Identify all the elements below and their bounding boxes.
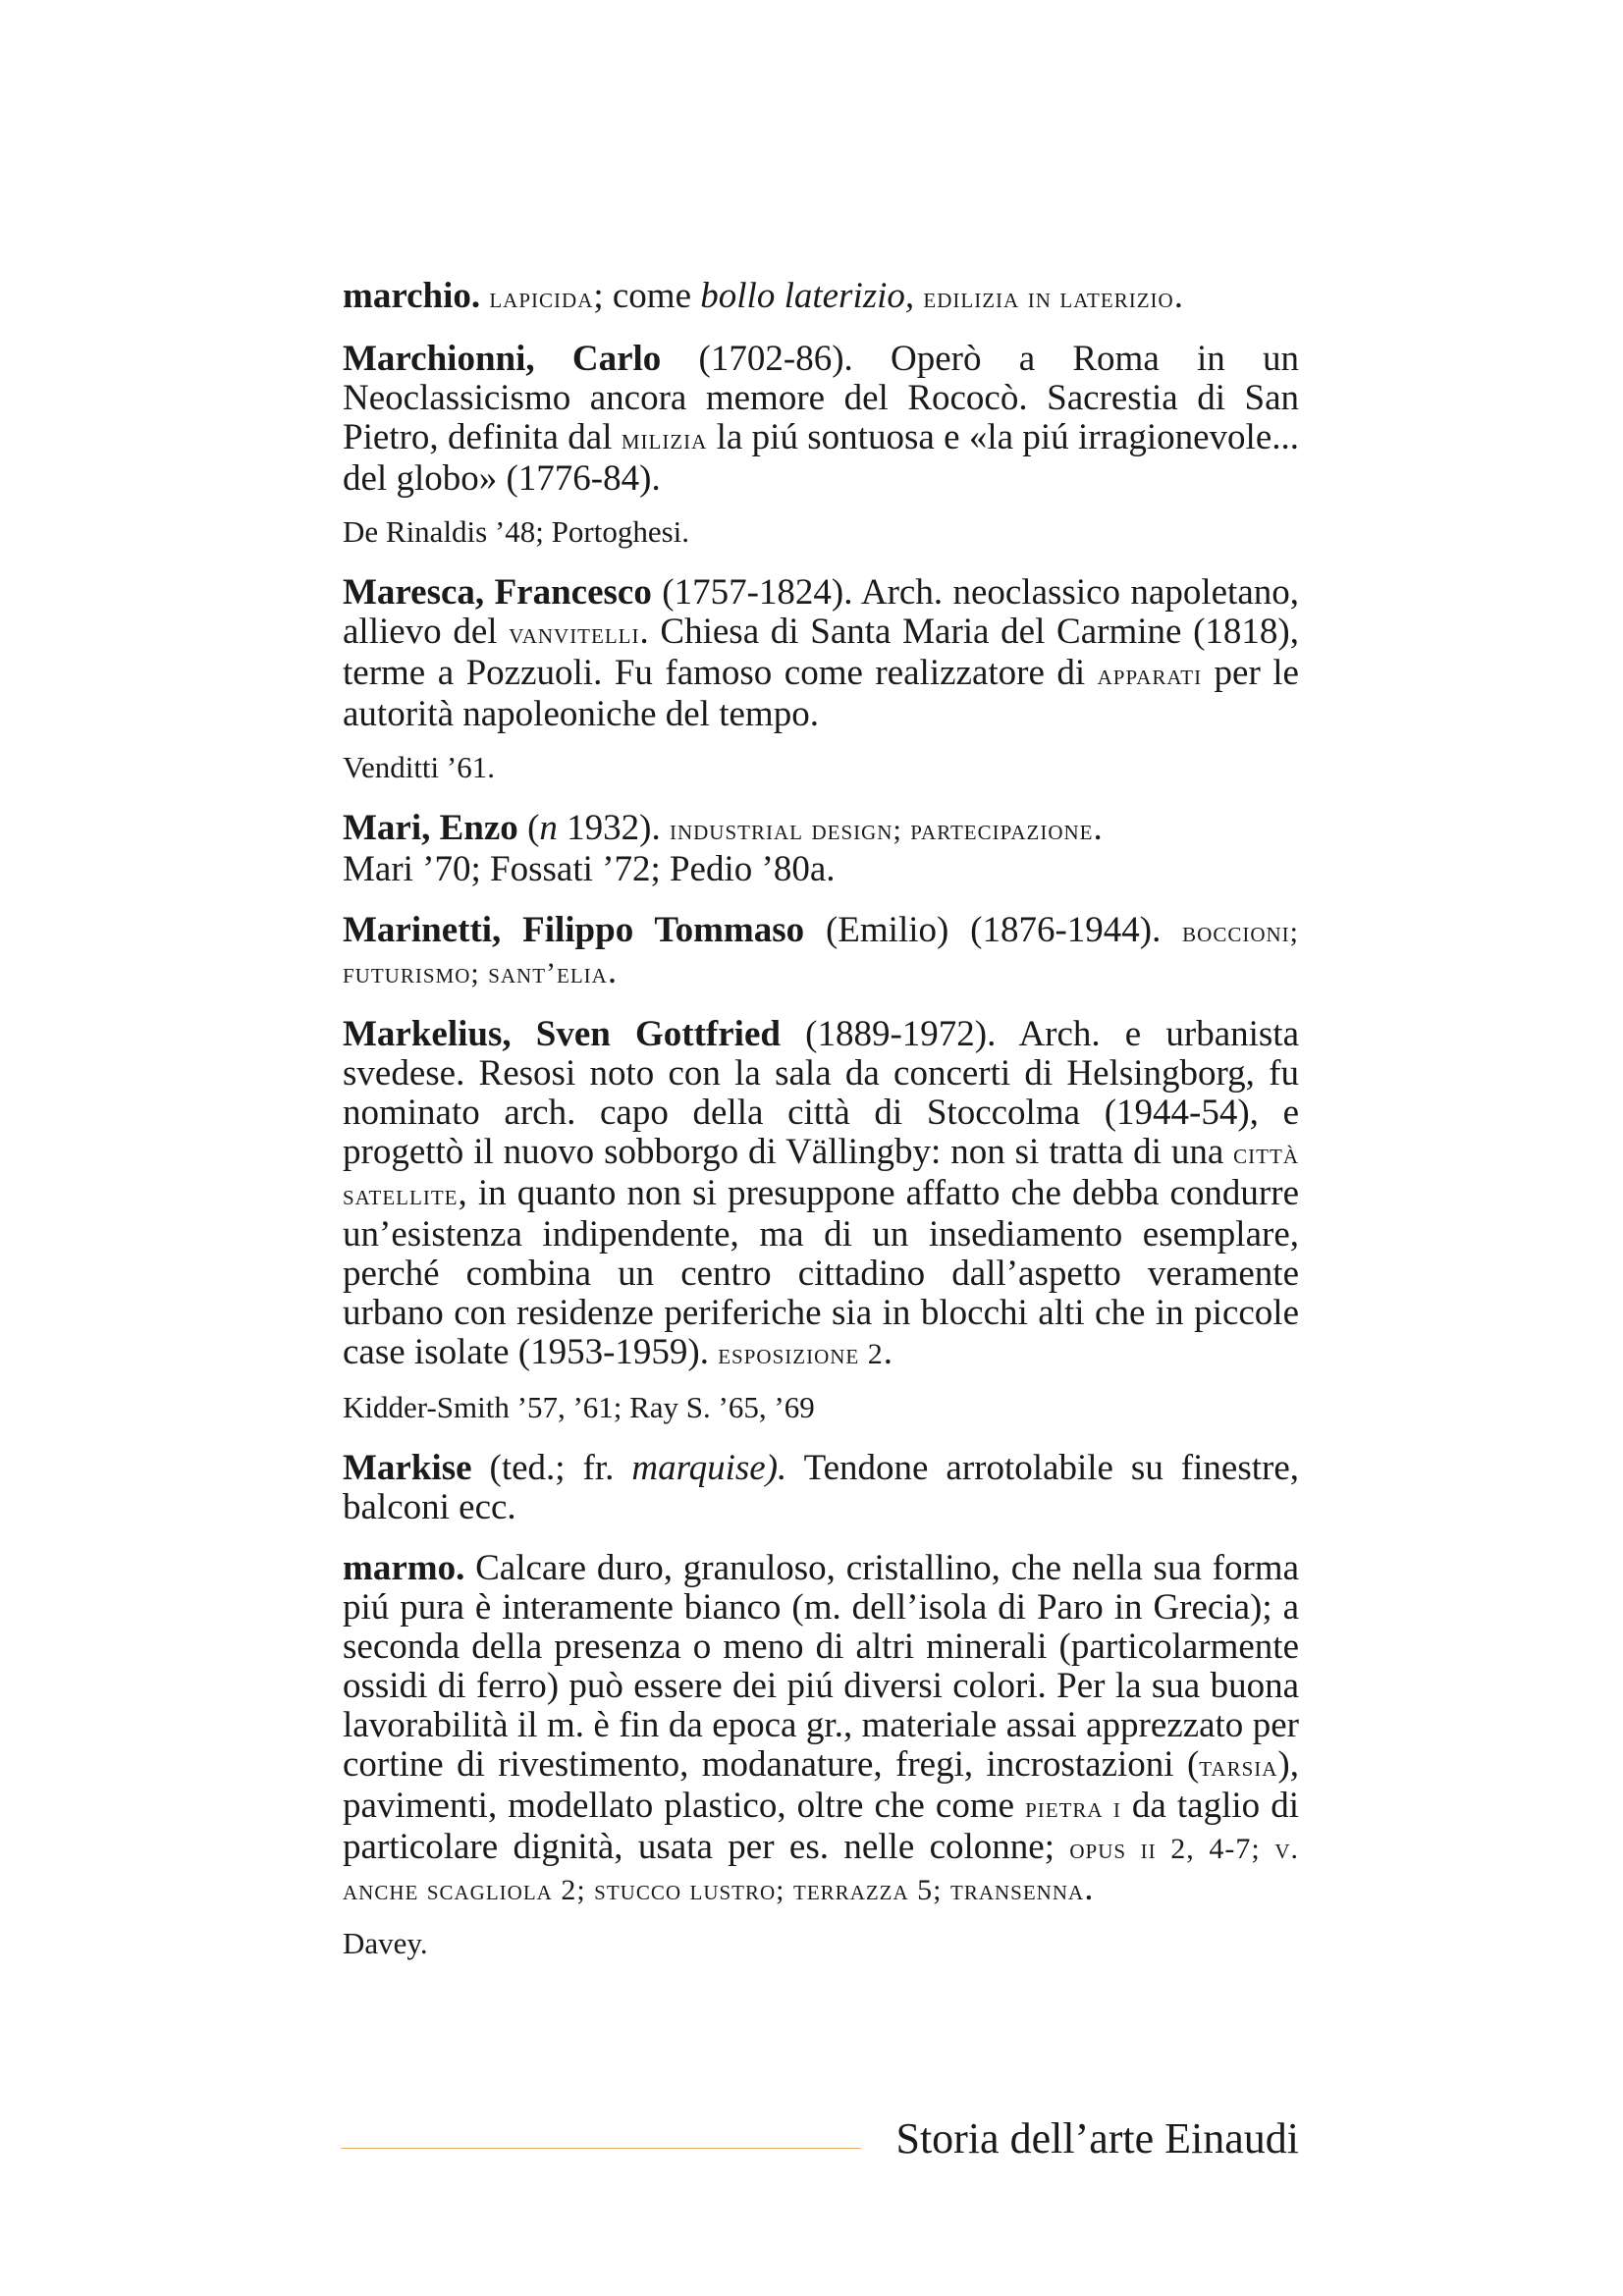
bibliography: Venditti ’61. — [343, 750, 495, 784]
entry-text: Tendone arrotolabile su finestre, balconi ecc. — [343, 1448, 1299, 1527]
entry-maresca — [343, 573, 1299, 787]
entry-text: . Chiesa di Santa Maria del Carmine (1818), terme a Pozzuoli. Fu famoso come realizzatore di — [343, 612, 1299, 693]
entry-text: . — [607, 951, 618, 991]
entry-headword: Mari, Enzo — [343, 808, 518, 848]
entry-text: per le autorità napoleoniche del tempo. — [343, 653, 1299, 734]
bibliography: Davey. — [343, 1926, 428, 1960]
dictionary-entries — [343, 277, 1299, 1985]
entry-headword: Maresca, Francesco — [343, 572, 652, 613]
entry-markelius — [343, 1015, 1299, 1427]
cross-reference[interactable]: lapicida — [489, 282, 594, 314]
entry-marinetti — [343, 911, 1299, 993]
entry-headword: Markise — [343, 1448, 472, 1488]
cross-reference[interactable]: industrial design; partecipazione — [669, 814, 1094, 846]
entry-text: ), pavimenti, modellato plastico, oltre che come — [343, 1744, 1299, 1826]
entry-text: (ted.; fr. — [471, 1448, 632, 1488]
entry-text: . — [1093, 808, 1103, 848]
entry-text: (1889-1972). Arch. e urbanista svedese. Resosi noto con la sala da concerti di Helsingborg, fu nominato arch. capo della città di Stoccolma (1944-54), e progettò il nuovo sobborgo di Vällingby: non si tratta di una — [343, 1014, 1300, 1172]
entry-text: la piú sontuosa e «la piú irragionevole... del globo» (1776-84). — [343, 417, 1299, 499]
entry-text-italic: bollo laterizio, — [700, 276, 915, 316]
cross-reference[interactable]: pietra i — [1025, 1791, 1121, 1824]
cross-reference[interactable]: boccioni; futurismo; sant’elia — [343, 916, 1299, 989]
cross-reference[interactable]: apparati — [1097, 659, 1203, 691]
entry-text: . — [1173, 276, 1183, 316]
footer-rule — [341, 2148, 861, 2149]
entry-marchionni — [343, 340, 1299, 552]
entry-text: ; come — [593, 276, 701, 316]
entry-headword: Markelius, Sven Gottfried — [343, 1014, 781, 1054]
entry-headword: marmo. — [343, 1548, 465, 1588]
entry-text: (1757-1824). Arch. neoclassico napoletano, allievo del — [343, 572, 1300, 652]
entry-text-italic: marquise). — [631, 1448, 787, 1488]
entry-headword: Marchionni, Carlo — [343, 339, 662, 379]
cross-reference[interactable]: tarsia — [1199, 1750, 1278, 1783]
entry-text: da taglio di particolare dignità, usata per es. nelle colonne; — [343, 1786, 1299, 1867]
entry-text: (Emilio) (1876-1944). — [804, 910, 1183, 950]
publisher-name: Storia dell’arte Einaudi — [895, 2114, 1299, 2163]
entry-text: . — [883, 1332, 893, 1372]
entry-text: (1702-86). Operò a Roma in un Neoclassicismo ancora memore del Rococò. Sacrestia di San Pietro, definita dal — [343, 339, 1299, 457]
cross-reference[interactable]: edilizia in laterizio — [923, 282, 1174, 314]
entry-text: , in quanto non si presuppone affatto che debba condurre un’esistenza indipendente, ma di un insediamento esemplare, perché combina un centro cittadino dall’aspetto veramente urbano con residenze periferiche sia in blocchi alti che in piccole case isolate (1953-1959). — [343, 1173, 1299, 1372]
entry-mari — [343, 809, 1299, 889]
entry-markise — [343, 1449, 1299, 1527]
entry-marmo — [343, 1549, 1299, 1963]
bibliography: Mari ’70; Fossati ’72; Pedio ’80a. — [343, 849, 836, 889]
cross-reference[interactable]: milizia — [621, 423, 708, 455]
cross-reference[interactable]: opus ii 2, 4-7; v. anche scagliola 2; stucco lustro; terrazza 5; transenna — [343, 1833, 1299, 1906]
bibliography: Kidder-Smith ’57, ’61; Ray S. ’65, ’69 — [343, 1390, 815, 1424]
bibliography: De Rinaldis ’48; Portoghesi. — [343, 514, 690, 549]
cross-reference[interactable]: città satellite — [343, 1138, 1299, 1211]
entry-text: Calcare duro, granuloso, cristallino, che nella sua forma piú pura è interamente bianco (m. dell’isola di Paro in Grecia); a seconda della presenza o meno di altri minerali (particolarmente ossidi di ferro) può essere dei piú diversi colori. Per la sua buona lavorabilità il m. è fin da epoca gr., materiale assai apprezzato per cortine di rivestimento, modanature, fregi, incrostazioni ( — [343, 1548, 1299, 1785]
entry-headword: marchio. — [343, 276, 481, 316]
entry-text-italic: n — [539, 808, 558, 848]
entry-text: . — [1084, 1868, 1094, 1908]
cross-reference[interactable]: vanvitelli — [509, 617, 640, 650]
entry-headword: Marinetti, Filippo Tommaso — [343, 910, 805, 950]
page-footer — [341, 2110, 1299, 2169]
entry-marchio — [343, 277, 1299, 318]
entry-text: 1932). — [557, 808, 670, 848]
cross-reference[interactable]: esposizione 2 — [718, 1338, 884, 1370]
entry-text: ( — [517, 808, 540, 848]
